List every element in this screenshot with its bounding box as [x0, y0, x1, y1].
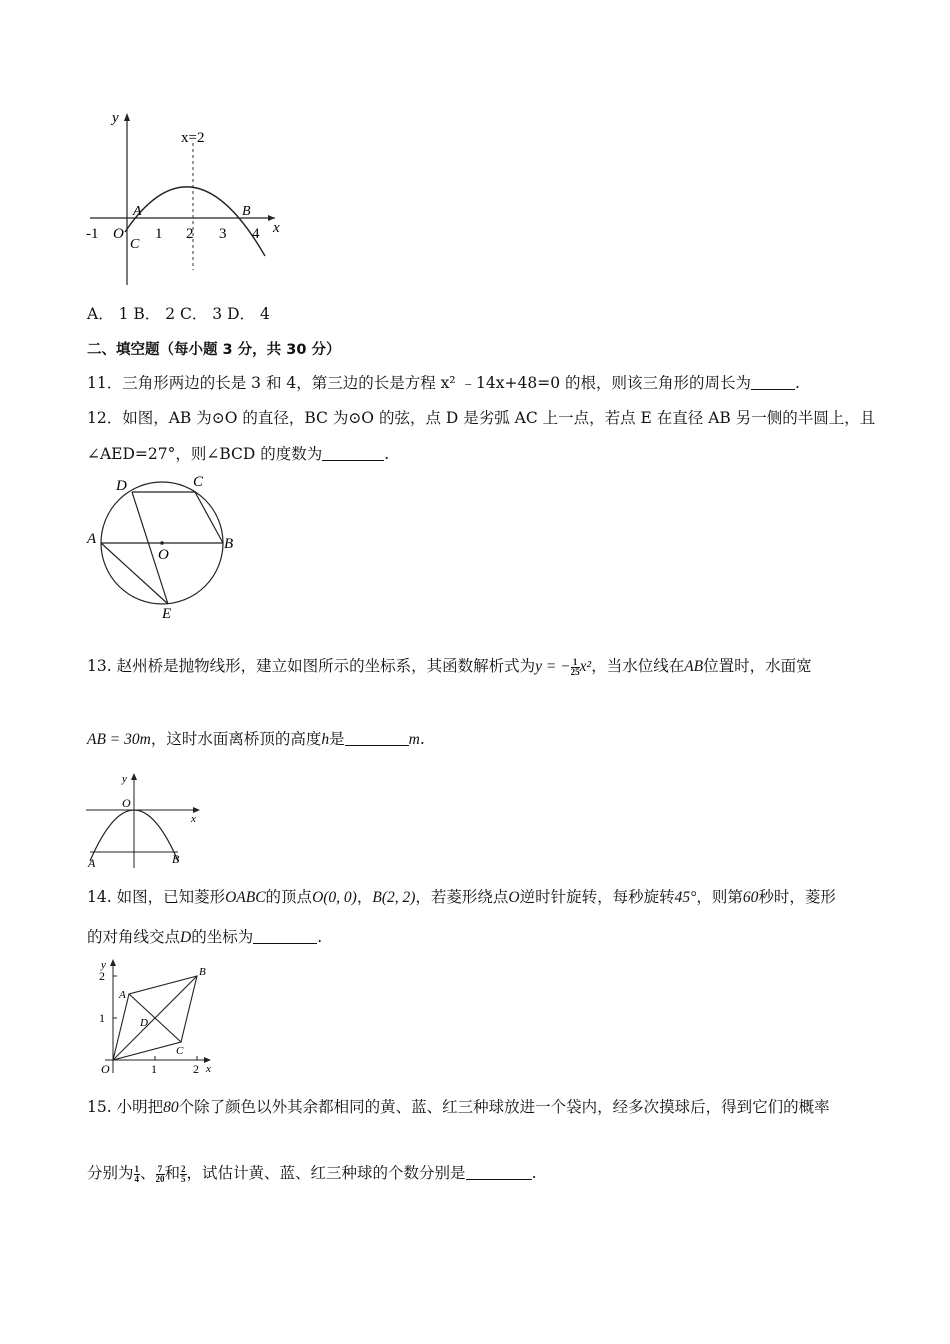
q14-point-b: B(2, 2) — [372, 889, 416, 906]
question-12-line2 — [87, 444, 389, 464]
q14-line2-post: 的坐标为 — [191, 928, 254, 946]
q15-tail: . — [531, 1164, 537, 1182]
question-12-line1: 12．如图，AB 为⊙O 的直径，BC 为⊙O 的弦，点 D 是劣弧 AC 上一点，若点 E 在直径 AB 另一侧的半圆上，且 — [87, 409, 876, 427]
q13-h: h — [321, 731, 330, 748]
q14-sep: ， — [356, 888, 373, 906]
circle-point-c: C — [193, 474, 204, 490]
q14-mid5: 秒时，菱形 — [758, 888, 836, 906]
q15-f3-num: 2 — [181, 1163, 186, 1174]
q13-formula-lhs: y = − — [535, 658, 571, 675]
q13-text-post: 位置时，水面宽 — [703, 657, 812, 675]
q11-tail: . — [795, 374, 800, 392]
point-a-label: A — [133, 204, 142, 219]
q13-text-pre: 13. 赵州桥是抛物线形，建立如图所示的坐标系，其函数解析式为 — [87, 657, 536, 675]
q14-line2-pre: 的对角线交点 — [87, 928, 181, 946]
q12-answer-blank[interactable] — [322, 446, 384, 461]
q14-o: O — [508, 889, 520, 906]
q15-f2-den: 20 — [155, 1173, 165, 1184]
bridge-point-b: B — [172, 852, 180, 866]
tick-1: 1 — [155, 226, 163, 242]
q13-ab: AB — [684, 658, 704, 675]
bridge-y-label: y — [122, 773, 127, 785]
q14-mid1: 的顶点 — [265, 888, 313, 906]
tick-2: 2 — [186, 226, 194, 242]
q14-d: D — [180, 929, 192, 946]
section-heading: 二、填空题（每小题 3 分，共 30 分） — [87, 342, 341, 358]
q14-mid2: ，若菱形绕点 — [415, 888, 509, 906]
rhombus-y-label: y — [101, 959, 106, 971]
rhombus-tick-y2: 2 — [99, 969, 105, 983]
q15-pre: 15. 小明把 — [87, 1098, 164, 1116]
q13-tail: . — [419, 730, 425, 748]
q15-post: 个除了颜色以外其余都相同的黄、蓝、红三种球放进一个袋内，经多次摸球后，得到它们的概率 — [178, 1098, 830, 1116]
q13-line2-is: 是 — [329, 730, 345, 748]
y-axis-label: y — [112, 110, 119, 126]
q13-formula-rhs: x² — [579, 658, 592, 675]
bridge-figure — [82, 770, 207, 870]
question-13-line2 — [87, 729, 425, 750]
q13-frac-num: 1 — [571, 658, 580, 668]
bridge-point-a: A — [88, 856, 96, 870]
question-15-line2 — [87, 1163, 537, 1184]
q13-text-mid: ，当水位线在 — [591, 657, 685, 675]
q15-line2-post: ，试估计黄、蓝、红三种球的个数分别是 — [186, 1164, 466, 1182]
q13-unit: m — [408, 731, 420, 748]
q14-deg: 45° — [674, 889, 697, 906]
tick-3: 3 — [219, 226, 227, 242]
circle-point-a: A — [87, 531, 97, 547]
q14-sixty: 60 — [742, 889, 759, 906]
q15-answer-blank[interactable] — [466, 1165, 532, 1180]
q14-oabc: OABC — [225, 889, 266, 906]
circle-point-d: D — [116, 478, 127, 494]
q13-fraction — [571, 658, 580, 677]
q12-tail: . — [384, 445, 390, 463]
q15-frac-2 — [156, 1165, 165, 1184]
symmetry-axis-label: x=2 — [181, 130, 205, 146]
circle-figure — [82, 470, 242, 625]
q14-answer-blank[interactable] — [253, 929, 317, 944]
q15-f2-num: 7 — [156, 1165, 165, 1175]
q15-f1-den: 4 — [134, 1173, 140, 1184]
q13-frac-den: 25 — [570, 666, 580, 677]
q14-pre: 14. 如图，已知菱形 — [87, 888, 226, 906]
rhombus-figure — [85, 955, 220, 1080]
rhombus-x-label: x — [206, 1063, 211, 1075]
question-15-line1 — [87, 1097, 830, 1118]
question-14-line2 — [87, 927, 322, 948]
question-11 — [87, 373, 800, 393]
point-c-label: C — [130, 237, 140, 252]
rhombus-point-d: D — [140, 1017, 148, 1029]
circle-point-e: E — [162, 606, 172, 622]
q15-f1-num: 1 — [134, 1163, 140, 1174]
q14-tail: . — [317, 928, 323, 946]
bridge-origin: O — [122, 796, 131, 810]
parabola-figure — [80, 105, 290, 290]
q15-eighty: 80 — [163, 1099, 179, 1116]
circle-point-b: B — [224, 536, 234, 552]
q14-mid4: ，则第 — [696, 888, 743, 906]
rhombus-point-b: B — [199, 966, 206, 978]
question-14-line1 — [87, 887, 836, 908]
q14-point-o: O(0, 0) — [312, 889, 357, 906]
question-13-line1 — [87, 656, 812, 677]
q13-answer-blank[interactable] — [345, 731, 409, 746]
q15-and: 和 — [164, 1164, 181, 1182]
tick-neg1: -1 — [86, 226, 99, 242]
origin-label: O — [113, 226, 124, 242]
q10-options: A． 1 B． 2 C． 3 D． 4 — [87, 305, 270, 323]
x-axis-label: x — [273, 220, 280, 236]
rhombus-origin: O — [101, 1062, 110, 1076]
q13-line2-mid: ，这时水面离桥顶的高度 — [150, 730, 322, 748]
rhombus-tick-x1: 1 — [151, 1062, 157, 1076]
q15-sep: 、 — [140, 1164, 156, 1182]
q13-ab-expr: AB = 30m — [87, 731, 151, 748]
tick-4: 4 — [252, 226, 260, 242]
circle-center-o: O — [158, 547, 169, 563]
q15-line2-pre: 分别为 — [87, 1164, 134, 1182]
q14-mid3: 逆时针旋转，每秒旋转 — [519, 888, 675, 906]
bridge-x-label: x — [191, 813, 196, 825]
rhombus-point-c: C — [176, 1045, 184, 1057]
q11-text: 11．三角形两边的长是 3 和 4，第三边的长是方程 x² ﹣14x+48=0 的根，则该三角形的周长为 — [87, 374, 751, 392]
q11-answer-blank[interactable] — [751, 375, 795, 390]
rhombus-point-a: A — [119, 989, 126, 1001]
q12-line2-text: ∠AED=27°，则∠BCD 的度数为 — [87, 445, 323, 463]
point-b-label: B — [242, 204, 251, 219]
rhombus-tick-x2: 2 — [193, 1062, 199, 1076]
rhombus-tick-y1: 1 — [99, 1011, 105, 1025]
q15-f3-den: 5 — [181, 1173, 186, 1184]
